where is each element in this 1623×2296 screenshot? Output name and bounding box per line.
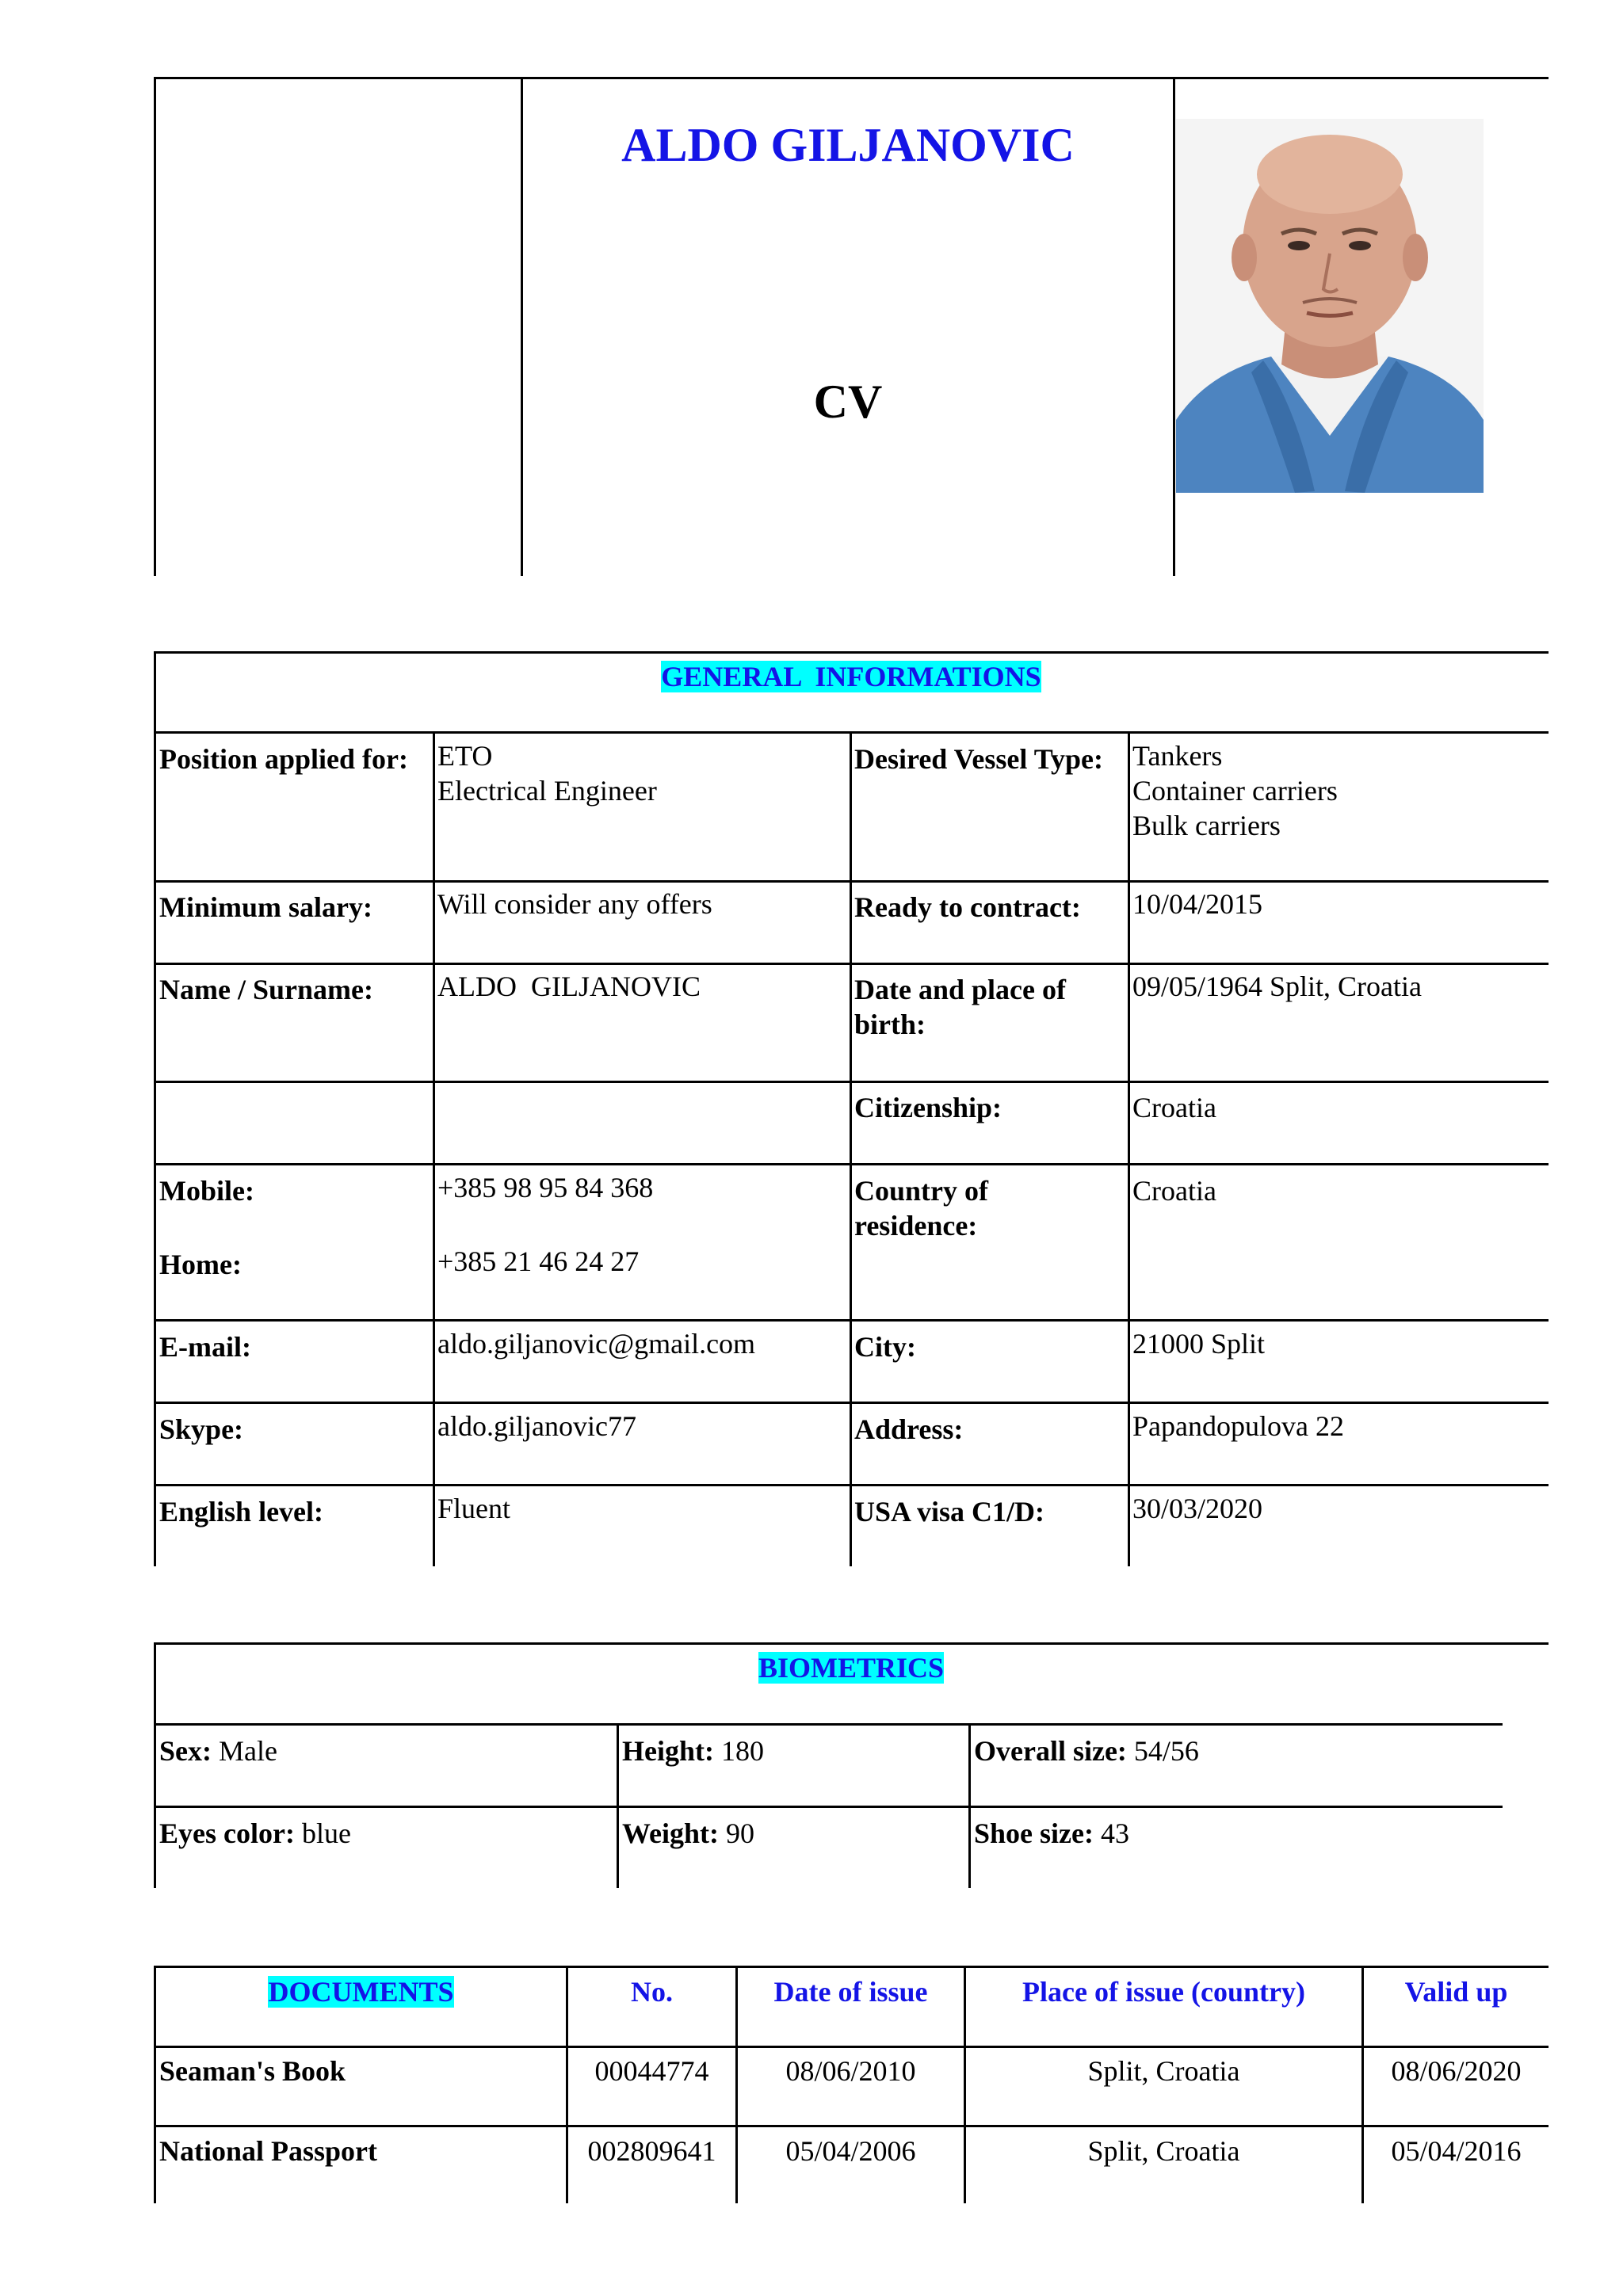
- bio-col-2: [968, 1723, 971, 1888]
- address-label: Address:: [854, 1413, 964, 1445]
- bio-title-wrap: [154, 1650, 1549, 1685]
- address-value: Papandopulova 22: [1132, 1410, 1344, 1442]
- biometrics-heading: BIOMETRICS: [758, 1652, 945, 1684]
- docs-header-number: No.: [631, 1976, 673, 2008]
- cv-title: CV: [813, 376, 883, 428]
- table-row-cell-document: National Passport: [159, 2135, 378, 2167]
- skype-label: Skype:: [159, 1413, 244, 1445]
- portrait-photo: [1176, 119, 1484, 493]
- vessel-type-value-2: Container carriers: [1132, 775, 1338, 807]
- gi-col-1: [433, 731, 435, 1566]
- bio-rule-1: [154, 1723, 1503, 1726]
- docs-border-top: [154, 1966, 1549, 1968]
- height-label: Height:: [622, 1735, 714, 1767]
- email-label: E-mail:: [159, 1331, 251, 1363]
- minimum-salary-value: Will consider any offers: [437, 888, 712, 920]
- table-row-cell-number: 00044774: [594, 2055, 709, 2087]
- name-surname-value: ALDO GILJANOVIC: [437, 971, 701, 1002]
- ready-to-contract-label: Ready to contract:: [854, 891, 1081, 923]
- table-row-cell-valid: 08/06/2020: [1391, 2055, 1522, 2087]
- header-top-border: [154, 77, 1549, 79]
- docs-header-valid-up: Valid up: [1404, 1976, 1508, 2008]
- name-surname-label: Name / Surname:: [159, 974, 373, 1005]
- table-row-cell-document: Seaman's Book: [159, 2055, 346, 2087]
- gi-border-top: [154, 651, 1549, 654]
- shoe-size-value: 43: [1093, 1817, 1129, 1849]
- residence-label-line-1: Country of: [854, 1175, 988, 1207]
- citizenship-value: Croatia: [1132, 1092, 1216, 1123]
- gi-col-3: [1128, 731, 1130, 1566]
- usa-visa-label: USA visa C1/D:: [854, 1496, 1045, 1527]
- docs-header-date-of-issue: Date of issue: [773, 1976, 928, 2008]
- usa-visa-value: 30/03/2020: [1132, 1493, 1263, 1524]
- candidate-name-title: ALDO GILJANOVIC: [621, 119, 1075, 171]
- home-label: Home:: [159, 1249, 242, 1280]
- table-row-cell-number: 002809641: [587, 2135, 716, 2167]
- table-row-cell-valid: 05/04/2016: [1391, 2135, 1522, 2167]
- citizenship-label: Citizenship:: [854, 1092, 1002, 1123]
- eyes-color-label: Eyes color:: [159, 1817, 295, 1849]
- position-value-1: ETO: [437, 740, 493, 772]
- vessel-type-value-1: Tankers: [1132, 740, 1223, 772]
- position-label: Position applied for:: [159, 743, 409, 775]
- weight-label: Weight:: [622, 1817, 719, 1849]
- home-value: +385 21 46 24 27: [437, 1245, 640, 1277]
- table-row-cell-place: Split, Croatia: [1087, 2055, 1240, 2087]
- vessel-type-label: Desired Vessel Type:: [854, 743, 1104, 775]
- weight-value: 90: [719, 1817, 754, 1849]
- birth-label-line-1: Date and place of: [854, 974, 1066, 1005]
- docs-rule-2: [154, 2125, 1549, 2127]
- docs-header-documents-wrap: [156, 1974, 566, 2009]
- sex-field: [159, 1733, 277, 1768]
- english-level-label: English level:: [159, 1496, 324, 1527]
- city-value: 21000 Split: [1132, 1328, 1266, 1360]
- mobile-label: Mobile:: [159, 1175, 254, 1207]
- residence-label-line-2: residence:: [854, 1210, 978, 1241]
- table-row-cell-date: 08/06/2010: [785, 2055, 916, 2087]
- gi-border-left: [154, 651, 156, 1566]
- skype-value: aldo.giljanovic77: [437, 1410, 636, 1442]
- residence-value: Croatia: [1132, 1175, 1216, 1207]
- header-left-border: [154, 77, 156, 576]
- bio-col-1: [617, 1723, 619, 1888]
- email-value: aldo.giljanovic@gmail.com: [437, 1328, 756, 1360]
- header-divider-2: [1173, 77, 1175, 576]
- overall-size-field: [974, 1733, 1199, 1768]
- english-level-value: Fluent: [437, 1493, 511, 1524]
- city-label: City:: [854, 1331, 916, 1363]
- gi-title-wrap: [154, 659, 1549, 694]
- position-value-2: Electrical Engineer: [437, 775, 657, 807]
- docs-rule-1: [154, 2046, 1549, 2048]
- overall-size-label: Overall size:: [974, 1735, 1127, 1767]
- height-field: [622, 1733, 764, 1768]
- vessel-type-value-3: Bulk carriers: [1132, 810, 1281, 841]
- overall-size-value: 54/56: [1126, 1735, 1199, 1767]
- eyes-color-field: [159, 1816, 351, 1851]
- gi-col-2: [850, 731, 852, 1566]
- shoe-size-field: [974, 1816, 1129, 1851]
- shoe-size-label: Shoe size:: [974, 1817, 1094, 1849]
- minimum-salary-label: Minimum salary:: [159, 891, 372, 923]
- general-informations-heading: GENERAL INFORMATIONS: [661, 661, 1041, 692]
- bio-border-top: [154, 1642, 1549, 1645]
- birth-label-line-2: birth:: [854, 1009, 926, 1040]
- docs-header-documents: DOCUMENTS: [268, 1976, 454, 2008]
- mobile-value: +385 98 95 84 368: [437, 1172, 654, 1203]
- docs-header-place-of-issue: Place of issue (country): [1022, 1976, 1305, 2008]
- height-value: 180: [713, 1735, 764, 1767]
- table-row-cell-date: 05/04/2006: [785, 2135, 916, 2167]
- bio-rule-2: [154, 1806, 1503, 1808]
- table-row-cell-place: Split, Croatia: [1087, 2135, 1240, 2167]
- sex-value: Male: [212, 1735, 277, 1767]
- sex-label: Sex:: [159, 1735, 212, 1767]
- eyes-color-value: blue: [294, 1817, 351, 1849]
- birth-value: 09/05/1964 Split, Croatia: [1132, 971, 1422, 1002]
- ready-to-contract-value: 10/04/2015: [1132, 888, 1263, 920]
- weight-field: [622, 1816, 754, 1851]
